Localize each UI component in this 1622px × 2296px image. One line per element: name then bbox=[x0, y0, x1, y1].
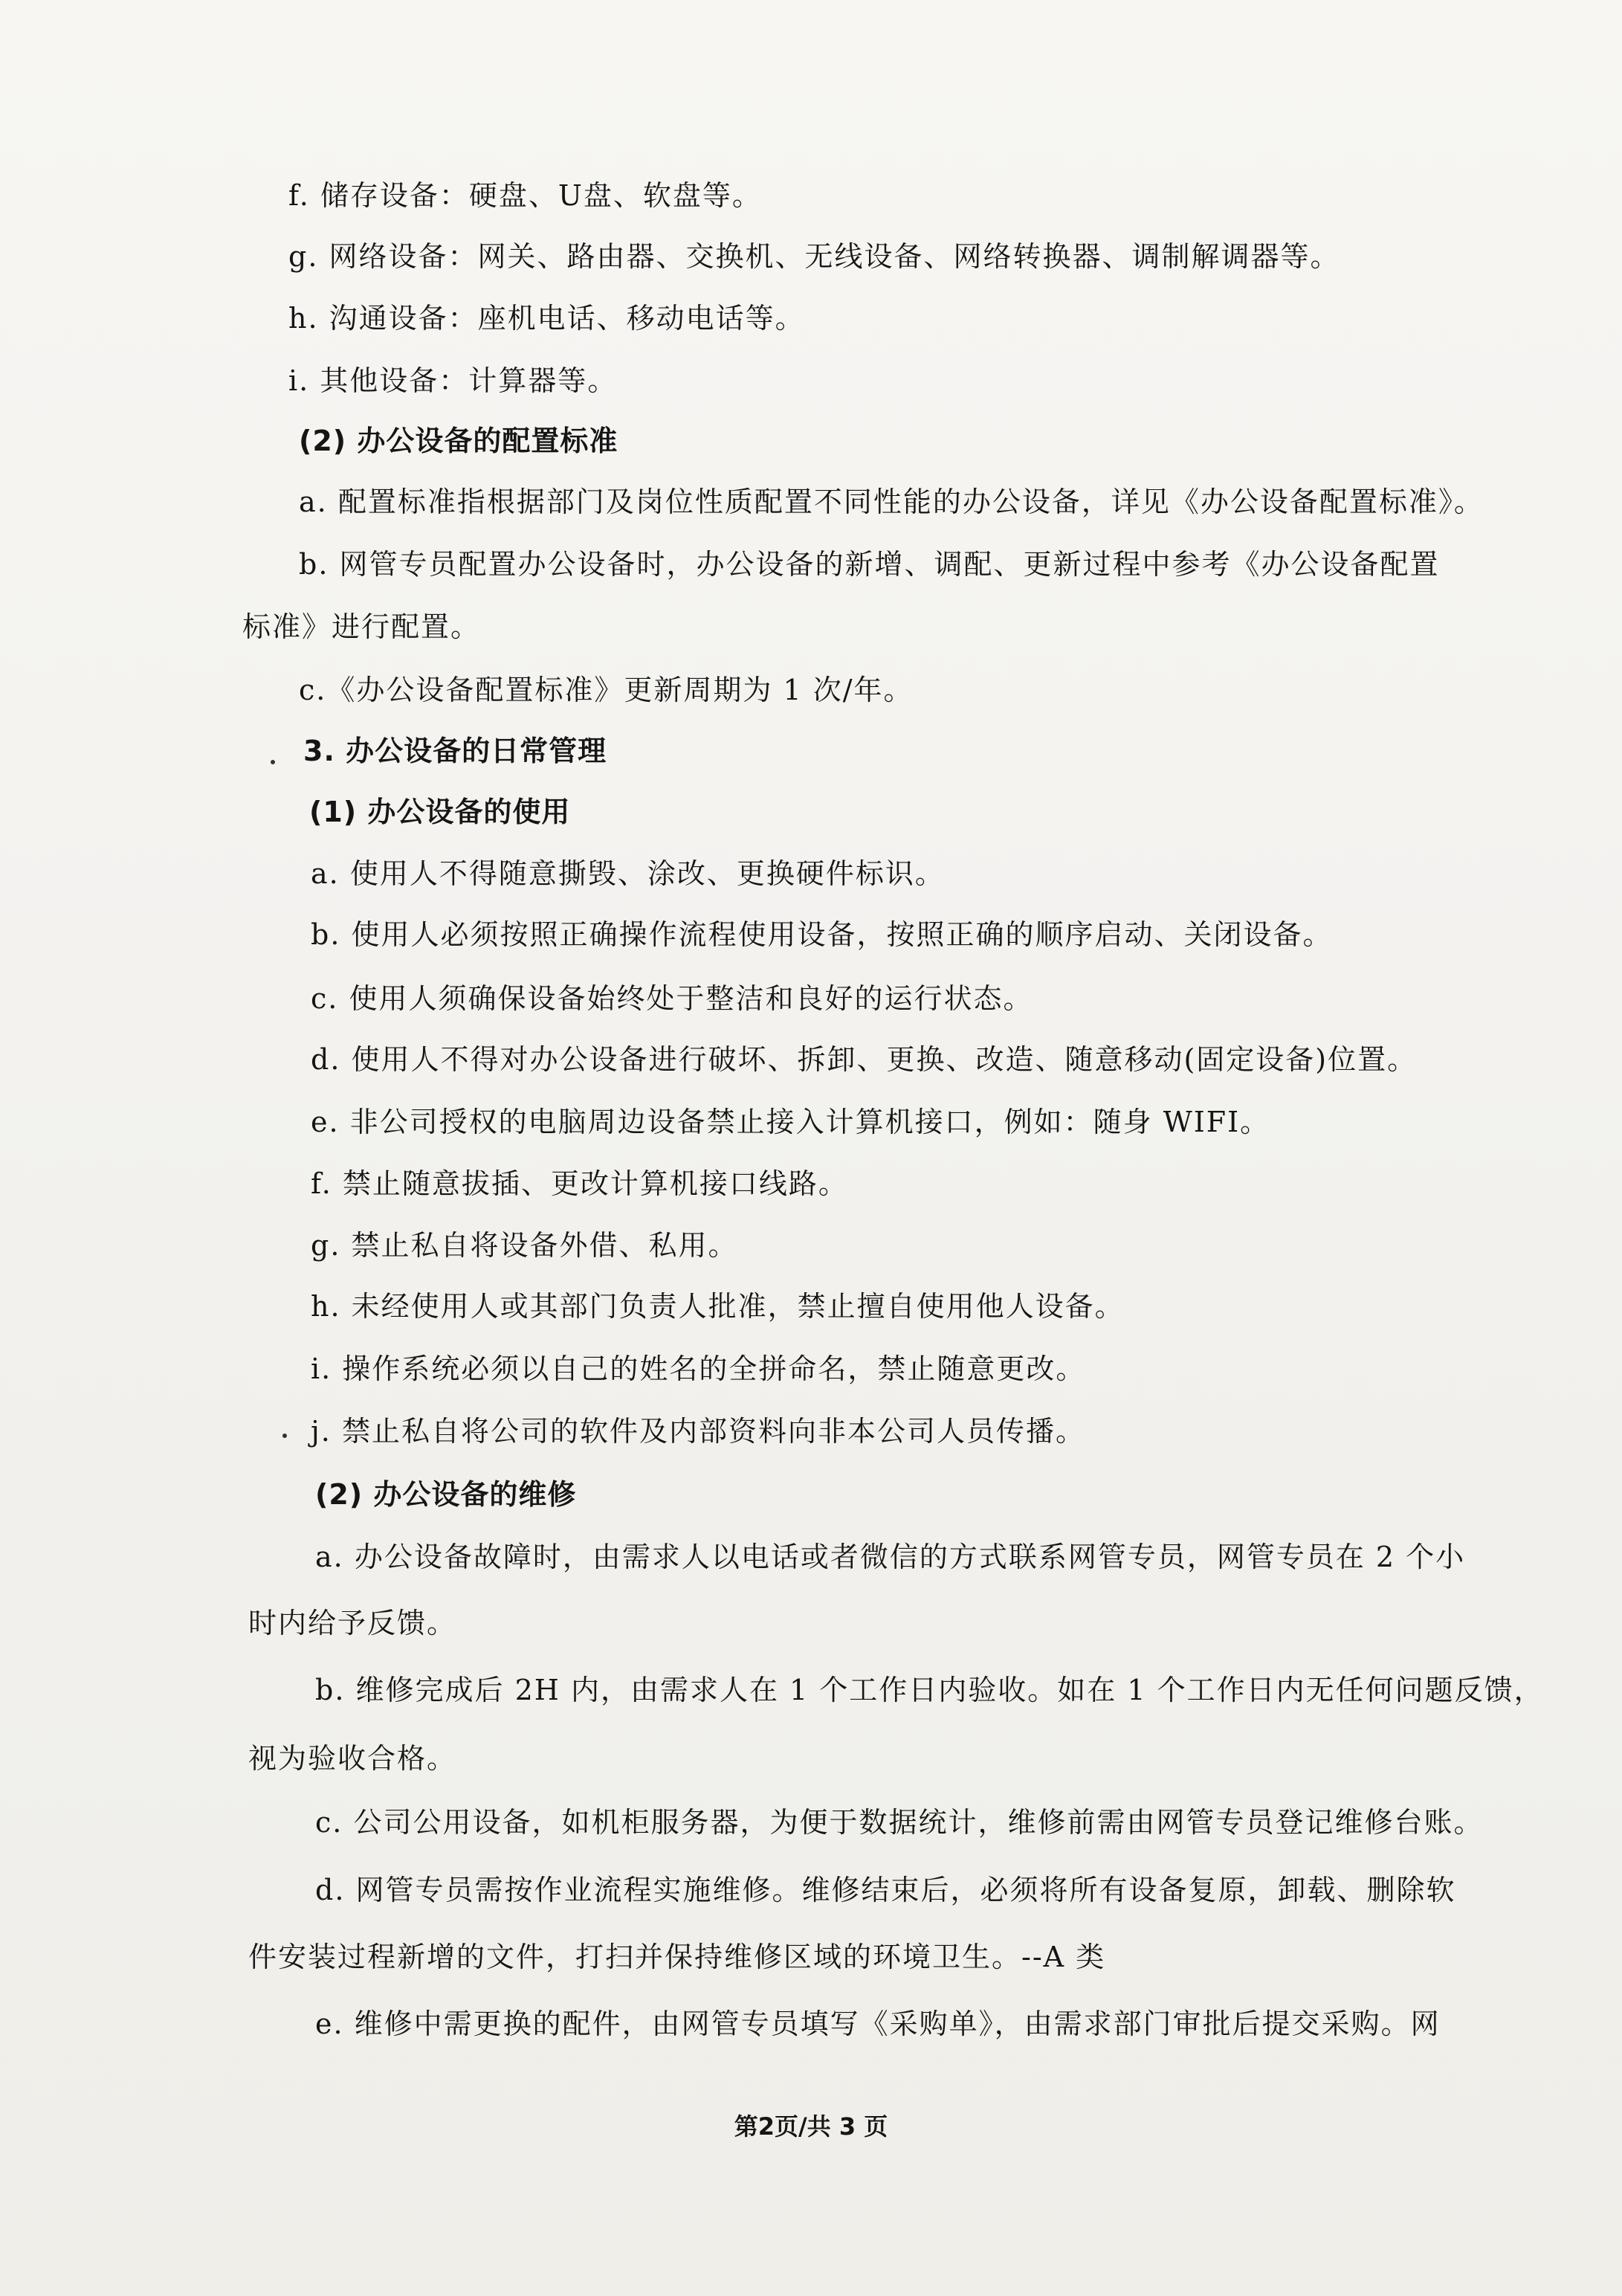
heading-daily-management: 3. 办公设备的日常管理 bbox=[303, 735, 607, 767]
line-usage-i: i. 操作系统必须以自己的姓名的全拼命名，禁止随意更改。 bbox=[311, 1352, 1086, 1385]
line-repair-e: e. 维修中需更换的配件，由网管专员填写《采购单》，由需求部门审批后提交采购。网 bbox=[315, 2008, 1441, 2040]
margin-dot bbox=[271, 760, 275, 764]
line-repair-a: a. 办公设备故障时，由需求人以电话或者微信的方式联系网管专员，网管专员在 2 个小 bbox=[315, 1541, 1466, 1573]
line-config-a: a. 配置标准指根据部门及岗位性质配置不同性能的办公设备，详见《办公设备配置标准》。 bbox=[299, 486, 1484, 518]
line-repair-b-cont: 视为验收合格。 bbox=[248, 1742, 457, 1775]
line-repair-a-cont: 时内给予反馈。 bbox=[248, 1607, 457, 1639]
line-f-storage: f. 储存设备：硬盘、U盘、软盘等。 bbox=[288, 179, 762, 212]
heading-config-standard: (2) 办公设备的配置标准 bbox=[299, 425, 618, 457]
line-repair-d-cont: 件安装过程新增的文件，打扫并保持维修区域的环境卫生。--A 类 bbox=[248, 1941, 1106, 1973]
line-usage-a: a. 使用人不得随意撕毁、涂改、更换硬件标识。 bbox=[311, 857, 945, 890]
line-usage-g: g. 禁止私自将设备外借、私用。 bbox=[311, 1229, 738, 1262]
line-config-c: c.《办公设备配置标准》更新周期为 1 次/年。 bbox=[299, 674, 914, 706]
line-usage-j: j. 禁止私自将公司的软件及内部资料向非本公司人员传播。 bbox=[311, 1415, 1085, 1448]
line-usage-f: f. 禁止随意拔插、更改计算机接口线路。 bbox=[311, 1167, 848, 1200]
line-config-b: b. 网管专员配置办公设备时，办公设备的新增、调配、更新过程中参考《办公设备配置 bbox=[299, 548, 1440, 581]
line-usage-e: e. 非公司授权的电脑周边设备禁止接入计算机接口，例如：随身 WIFI。 bbox=[311, 1106, 1270, 1138]
page-number: 第2页/共 3 页 bbox=[734, 2112, 888, 2141]
line-usage-c: c. 使用人须确保设备始终处于整洁和良好的运行状态。 bbox=[311, 982, 1033, 1015]
line-i-other: i. 其他设备：计算器等。 bbox=[288, 364, 618, 397]
line-repair-d: d. 网管专员需按作业流程实施维修。维修结束后，必须将所有设备复原，卸载、删除软 bbox=[315, 1874, 1456, 1906]
line-config-b-cont: 标准》进行配置。 bbox=[242, 610, 481, 643]
line-g-network: g. 网络设备：网关、路由器、交换机、无线设备、网络转换器、调制解调器等。 bbox=[288, 240, 1340, 273]
line-usage-h: h. 未经使用人或其部门负责人批准，禁止擅自使用他人设备。 bbox=[311, 1290, 1125, 1323]
line-usage-b: b. 使用人必须按照正确操作流程使用设备，按照正确的顺序启动、关闭设备。 bbox=[311, 918, 1333, 951]
margin-dot bbox=[282, 1434, 287, 1438]
line-usage-d: d. 使用人不得对办公设备进行破坏、拆卸、更换、改造、随意移动(固定设备)位置。 bbox=[311, 1043, 1418, 1076]
line-repair-b: b. 维修完成后 2H 内，由需求人在 1 个工作日内验收。如在 1 个工作日内无任何问题反馈， bbox=[315, 1674, 1544, 1706]
heading-repair: (2) 办公设备的维修 bbox=[315, 1478, 577, 1511]
line-h-communication: h. 沟通设备：座机电话、移动电话等。 bbox=[288, 302, 805, 335]
line-repair-c: c. 公司公用设备，如机柜服务器，为便于数据统计，维修前需由网管专员登记维修台账。 bbox=[315, 1806, 1484, 1839]
heading-usage: (1) 办公设备的使用 bbox=[309, 796, 571, 828]
